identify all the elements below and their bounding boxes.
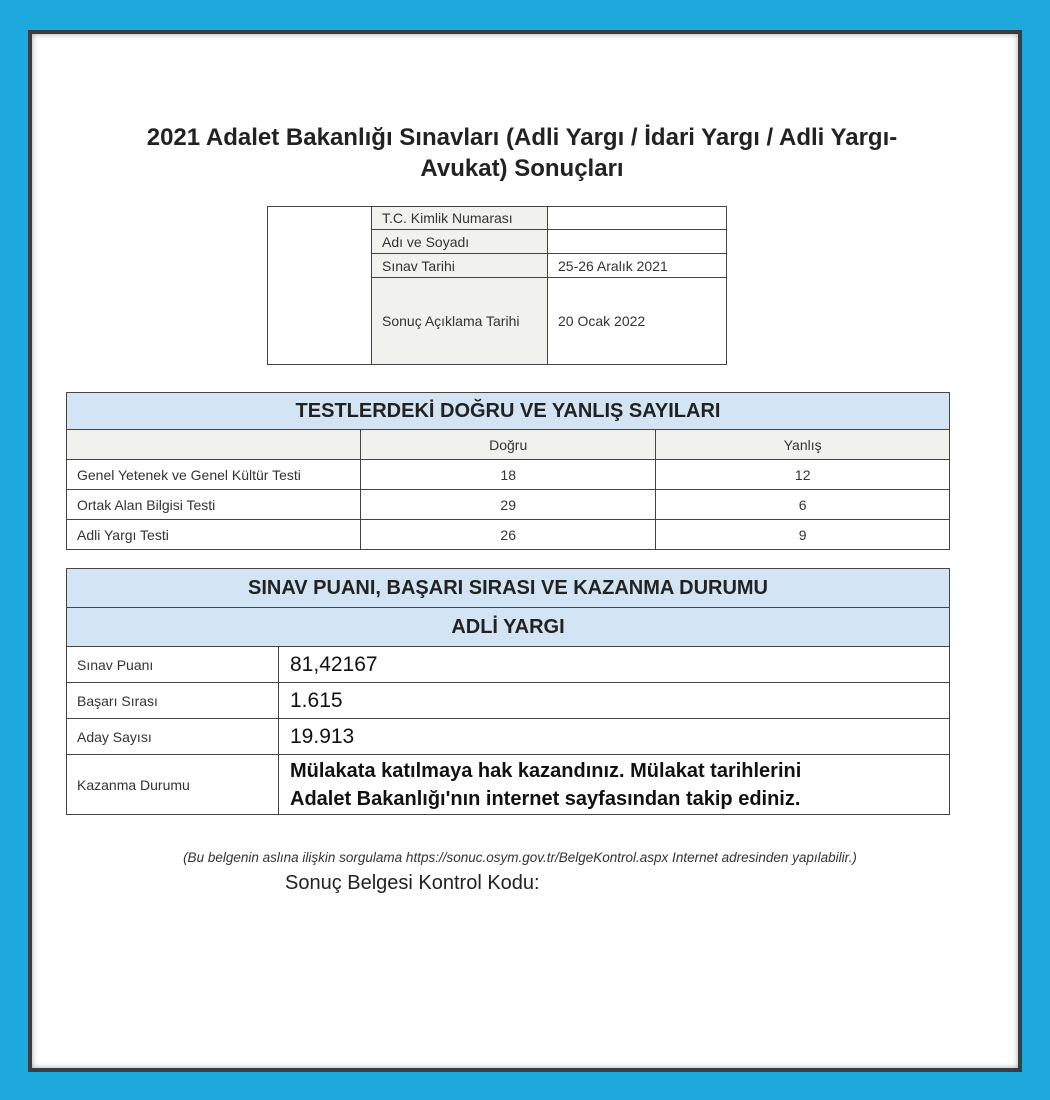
table-row [67,647,950,683]
test-name: Genel Yetenek ve Genel Kültür Testi [67,460,361,490]
score-table [66,568,950,815]
status-label: Kazanma Durumu [67,755,279,815]
test-correct: 26 [361,520,656,550]
test-wrong: 12 [656,460,950,490]
status-value [279,755,950,815]
info-label-tc: T.C. Kimlik Numarası [372,207,548,230]
result-document [32,34,1018,1068]
score-value: 81,42167 [279,647,950,683]
title-line-1: 2021 Adalet Bakanlığı Sınavları (Adli Yargı / İdari Yargı / Adli Yargı- [146,124,898,151]
candidate-info-table [267,206,727,365]
verification-note: (Bu belgenin aslına ilişkin sorgulama https://sonuc.osym.gov.tr/BelgeKontrol.aspx Internet adresinden yapılabilir.) [183,850,857,865]
tests-header: TESTLERDEKİ DOĞRU VE YANLIŞ SAYILARI [67,393,950,430]
test-name: Ortak Alan Bilgisi Testi [67,490,361,520]
test-wrong: 6 [656,490,950,520]
tests-table [66,392,950,550]
info-value-result-date: 20 Ocak 2022 [548,278,727,365]
tests-col-correct: Doğru [361,430,656,460]
table-row [67,719,950,755]
candidate-count-value: 19.913 [279,719,950,755]
info-value-name [548,230,727,254]
document-title [72,122,972,184]
info-value-exam-date: 25-26 Aralık 2021 [548,254,727,278]
test-name: Adli Yargı Testi [67,520,361,550]
score-label: Sınav Puanı [67,647,279,683]
info-value-tc [548,207,727,230]
photo-box [268,207,372,365]
info-label-exam-date: Sınav Tarihi [372,254,548,278]
info-label-result-date: Sonuç Açıklama Tarihi [372,278,548,365]
test-correct: 18 [361,460,656,490]
table-row [67,460,950,490]
title-line-2: Avukat) Sonuçları [420,155,624,182]
control-code-label: Sonuç Belgesi Kontrol Kodu: [285,872,540,894]
score-header: SINAV PUANI, BAŞARI SIRASI VE KAZANMA DURUMU [67,569,950,608]
rank-label: Başarı Sırası [67,683,279,719]
tests-col-empty [67,430,361,460]
score-subheader: ADLİ YARGI [67,608,950,647]
candidate-count-label: Aday Sayısı [67,719,279,755]
status-line-2: Adalet Bakanlığı'nın internet sayfasından takip ediniz. [290,787,801,810]
table-row [67,683,950,719]
test-wrong: 9 [656,520,950,550]
rank-value: 1.615 [279,683,950,719]
tests-col-wrong: Yanlış [656,430,950,460]
info-label-name: Adı ve Soyadı [372,230,548,254]
table-row [67,520,950,550]
table-row [67,755,950,815]
status-line-1: Mülakata katılmaya hak kazandınız. Mülakat tarihlerini [290,759,802,782]
test-correct: 29 [361,490,656,520]
table-row [67,490,950,520]
